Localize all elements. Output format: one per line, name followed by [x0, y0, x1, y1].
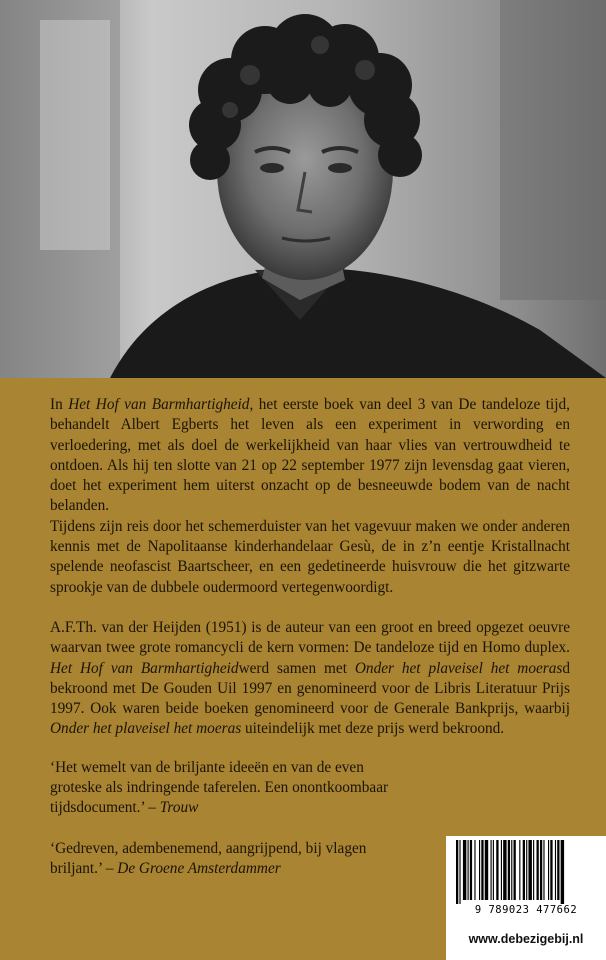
barcode-bar — [481, 840, 483, 900]
blurb-text — [50, 395, 570, 879]
quote-text: ‘Gedreven, adembenemend, aangrijpend, bij vlagen briljant.’ – — [50, 839, 367, 877]
barcode-bar — [550, 840, 552, 900]
barcode-bar — [540, 840, 542, 900]
author-photo — [0, 0, 606, 378]
barcode-bar — [485, 840, 488, 900]
barcode-bar — [501, 840, 502, 900]
italic-title-run: Het Hof van Barmhartigheid — [50, 659, 239, 677]
barcode-bar — [523, 840, 525, 900]
barcode-bar — [548, 840, 549, 900]
publisher-website: www.debezigebij.nl — [468, 932, 584, 946]
barcode-bar — [459, 840, 460, 904]
barcode-bar — [496, 840, 498, 900]
barcode-bar — [519, 840, 520, 900]
barcode-bar — [514, 840, 516, 900]
italic-title-run: Onder het plaveisel het moeras — [50, 720, 242, 738]
barcode-panel — [446, 836, 606, 960]
barcode-bar — [557, 840, 559, 900]
barcode-bar — [493, 840, 494, 900]
text-run: d bekroond met De Gouden Uil 1997 en genomineerd voor de Libris Literatuur Prijs 1997. Ook waren beide boeken genomineerd voor de Generale Bankprijs, waarbij — [50, 659, 571, 718]
review-quote-groene — [50, 839, 390, 880]
review-quote-trouw — [50, 758, 390, 819]
barcode — [456, 840, 596, 904]
text-run: uiteindelijk met deze prijs werd bekroond. — [241, 720, 505, 738]
barcode-bar — [543, 840, 544, 900]
barcode-bar — [463, 840, 466, 900]
barcode-bar — [537, 840, 539, 900]
barcode-bar — [456, 840, 458, 904]
synopsis-paragraph — [50, 395, 570, 598]
barcode-bar — [503, 840, 506, 900]
barcode-bar — [468, 840, 469, 900]
barcode-bar — [526, 840, 527, 900]
author-bio-paragraph — [50, 618, 570, 740]
barcode-bar — [479, 840, 480, 900]
italic-title-run: Onder het plaveisel het moeras — [354, 659, 563, 677]
author-portrait-image — [0, 0, 606, 378]
barcode-bar — [491, 840, 492, 900]
barcode-bar — [561, 840, 564, 904]
quote-source: Trouw — [159, 799, 199, 817]
text-run: , het eerste boek van deel 3 van De tandeloze tijd, behandelt Albert Egberts het leven als een experiment in verwording en verloedering, met als doel de werkelijkheid van haar vlies van vertrouwdheid te ontdoen. Als hij ten slotte van 21 op 22 september 1977 zijn levensdag gaat vieren, doet het experiment hem uiterst onzacht op de besneeuwde bodem van de nacht belanden. — [50, 396, 570, 515]
text-run: A.F.Th. van der Heijden (1951) is de auteur van een groot en breed opgezet oeuvre waarvan twee grote romancycli de kern vormen: De tandeloze tijd en Homo duplex. — [50, 618, 570, 657]
text-run: In — [50, 396, 69, 413]
barcode-bar — [555, 840, 556, 900]
barcode-bar — [508, 840, 510, 900]
quote-text: ‘Het wemelt van de briljante ideeën en van de even groteske als indringende taferelen. Een onontkoombaar tijdsdocument.’ – — [50, 758, 389, 817]
barcode-bar — [470, 840, 472, 900]
barcode-bar — [533, 840, 534, 900]
synopsis-continued: Tijdens zijn reis door het schemerduister van het vagevuur maken we onder anderen kennis met de Napolitaanse kinderhandelaar Gesù, de in z’n eentje Kristallnacht spelende neofascist Baartscheer, en een gedetineerde huisvrouw die het gitzwarte sprookje van de dubbele oudermoord vertegenwoordigt. — [50, 517, 570, 596]
quote-source: De Groene Amsterdammer — [117, 859, 281, 877]
barcode-bar — [528, 840, 531, 900]
barcode-bar — [511, 840, 512, 900]
text-run: werd samen met — [238, 659, 355, 677]
italic-title-run: Het Hof van Barmhartigheid — [68, 396, 250, 413]
barcode-bar — [474, 840, 475, 900]
isbn-number: 9 789023 477662 — [474, 904, 578, 916]
